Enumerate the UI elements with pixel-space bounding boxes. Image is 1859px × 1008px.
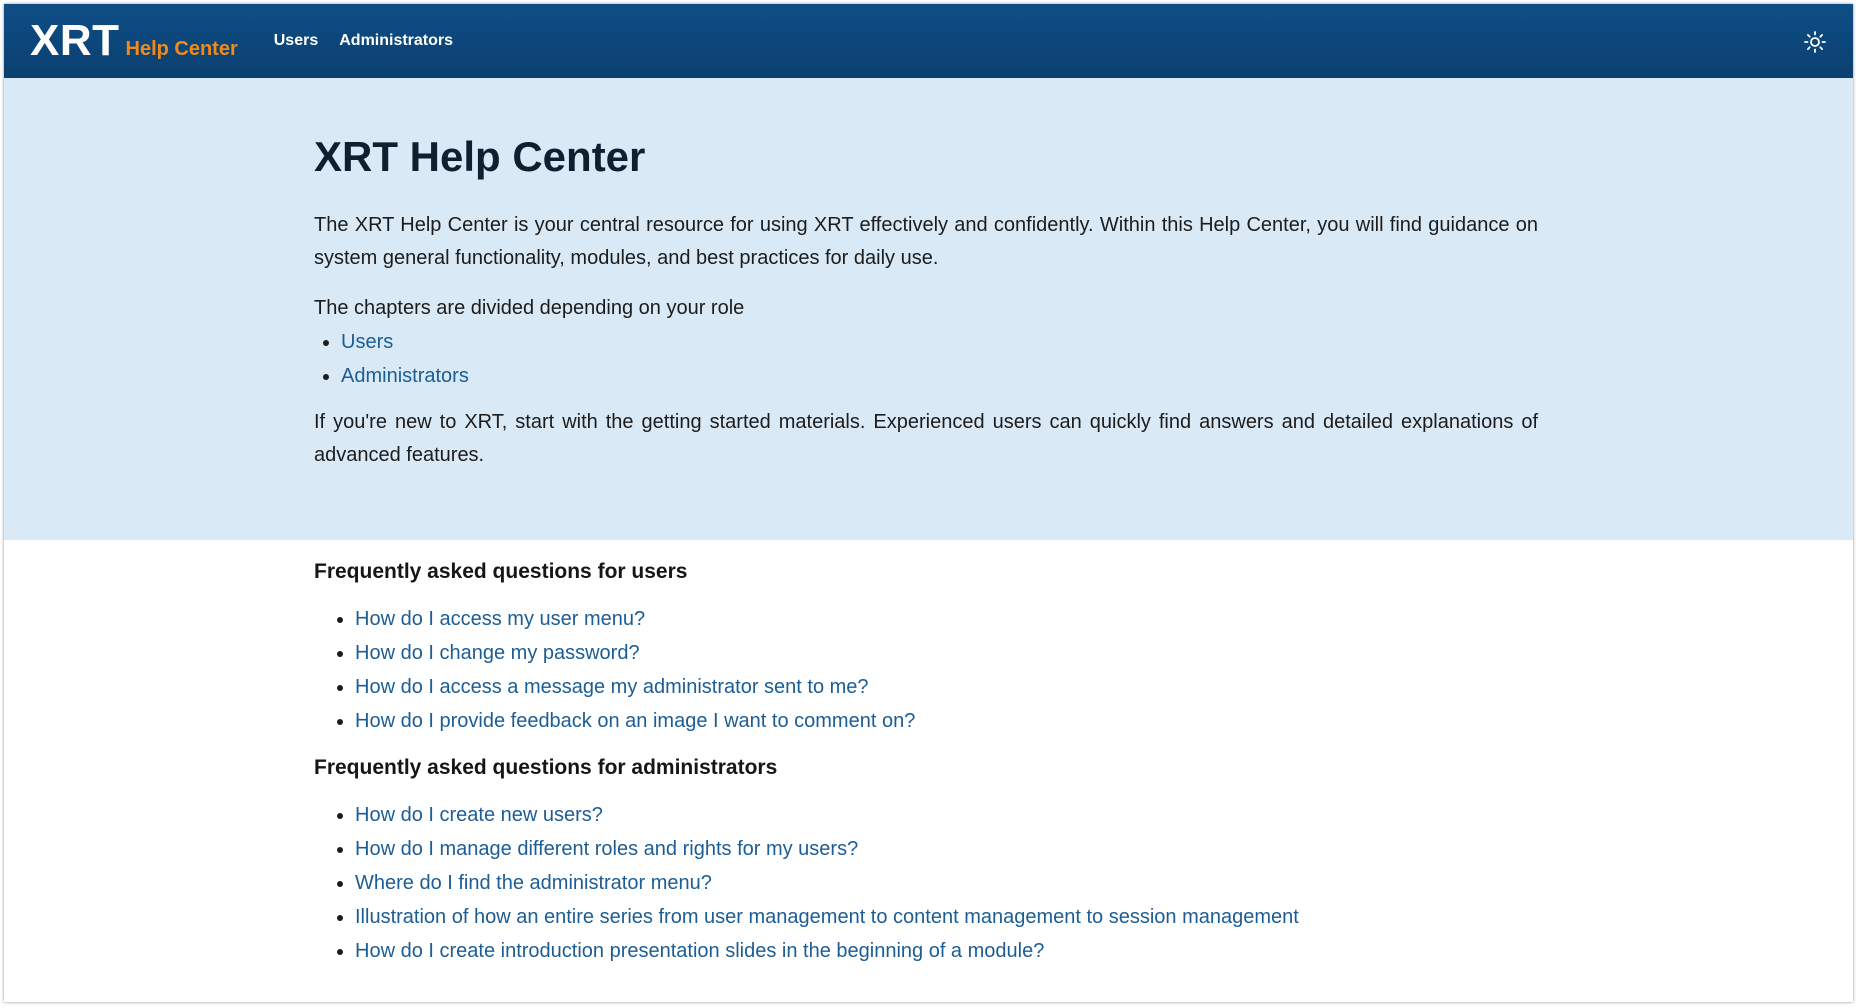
- role-link-administrators[interactable]: Administrators: [341, 365, 469, 387]
- faq-link[interactable]: Illustration of how an entire series from user management to content management to session management: [355, 906, 1299, 928]
- top-navbar: [4, 4, 1853, 78]
- brand-subtitle: Help Center: [125, 38, 238, 60]
- faq-link[interactable]: How do I change my password?: [355, 642, 640, 664]
- faq-content: [314, 540, 1538, 968]
- faq-users-heading: Frequently asked questions for users: [314, 560, 688, 583]
- browser-window: [4, 4, 1853, 1002]
- list-item: [355, 636, 1345, 670]
- roles-intro-text: The chapters are divided depending on your role: [314, 297, 745, 319]
- sun-icon: [1803, 30, 1827, 54]
- role-list: [314, 325, 1538, 393]
- faq-link[interactable]: How do I provide feedback on an image I want to comment on?: [355, 710, 916, 732]
- list-item: [341, 325, 1538, 359]
- page-title: XRT Help Center: [314, 133, 646, 180]
- role-link-users[interactable]: Users: [341, 331, 394, 353]
- faq-link[interactable]: How do I access my user menu?: [355, 608, 646, 630]
- faq-link[interactable]: How do I manage different roles and rights for my users?: [355, 838, 859, 860]
- nav-link-administrators[interactable]: Administrators: [339, 32, 454, 49]
- list-item: [355, 704, 1345, 738]
- nav-link-users[interactable]: Users: [273, 32, 319, 49]
- faq-link[interactable]: Where do I find the administrator menu?: [355, 872, 712, 894]
- faq-users-list: [314, 602, 1345, 738]
- faq-link[interactable]: How do I access a message my administrator sent to me?: [355, 676, 869, 698]
- list-item: [341, 359, 1538, 393]
- intro-paragraph: The XRT Help Center is your central resource for using XRT effectively and confidently. Within this Help Center, you will find guidance on system general functionality, modules, and best practices for daily use.: [314, 214, 1538, 269]
- faq-link[interactable]: How do I create introduction presentation slides in the beginning of a module?: [355, 940, 1045, 962]
- list-item: [355, 866, 1345, 900]
- theme-toggle-button[interactable]: [1803, 30, 1827, 54]
- list-item: [355, 798, 1345, 832]
- list-item: [355, 934, 1345, 968]
- faq-admins-list: [314, 798, 1345, 968]
- main-nav: [274, 32, 453, 50]
- brand-logo[interactable]: [30, 16, 238, 65]
- brand-name: XRT: [30, 16, 120, 65]
- list-item: [355, 602, 1345, 636]
- list-item: [355, 832, 1345, 866]
- hero-content: [314, 78, 1538, 472]
- faq-section: [4, 540, 1853, 968]
- list-item: [355, 900, 1345, 934]
- hero-section: [4, 78, 1853, 540]
- faq-admins-heading: Frequently asked questions for administrators: [314, 756, 778, 779]
- faq-link[interactable]: How do I create new users?: [355, 804, 603, 826]
- outro-paragraph: If you're new to XRT, start with the getting started materials. Experienced users can quickly find answers and detailed explanations of advanced features.: [314, 411, 1538, 466]
- list-item: [355, 670, 1345, 704]
